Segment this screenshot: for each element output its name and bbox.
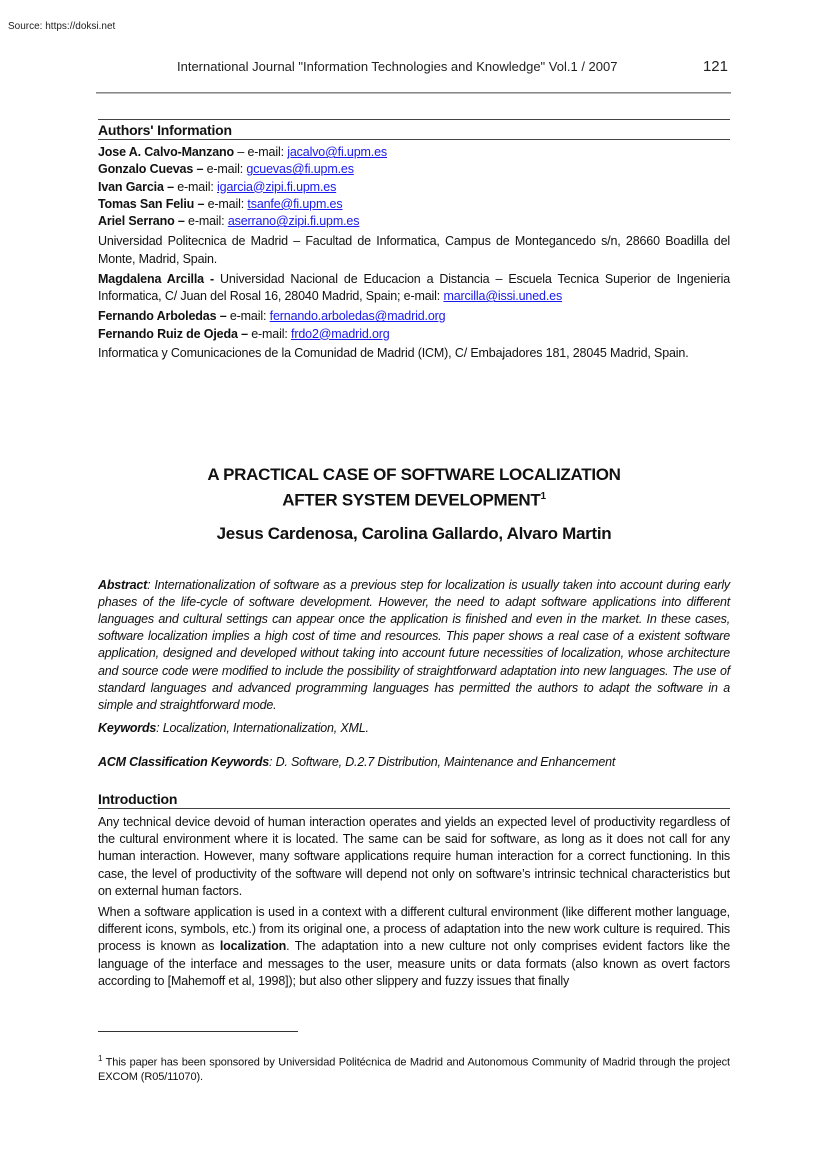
author-email-link[interactable]: igarcia@zipi.fi.upm.es (217, 179, 337, 194)
footnote-number: 1 (98, 1054, 103, 1063)
affiliation-uned: Magdalena Arcilla - Universidad Nacional de Educacion a Distancia – Escuela Tecnica Superior de Ingenieria Informatica, C/ Juan del Rosal 16, 28040 Madrid, Spain; e-mail: marcilla@issi.uned.es (98, 271, 730, 304)
author-email-link[interactable]: frdo2@madrid.org (291, 326, 390, 341)
footnote (98, 1052, 730, 1084)
intro-paragraph-2: When a software application is used in a context with a different cultural environment (like different mother language, different icons, symbols, etc.) from its original one, a process of adaptation into the new work culture is required. This process is known as localization. The adaptation into a new culture not only comprises evident factors like the language of the interface and messages to the user, measure units or data formats (also known as overt factors according to [Mahemoff et al, 1998]); but also other slippery and fuzzy issues that finally (98, 905, 730, 988)
author-line: Gonzalo Cuevas – e-mail: gcuevas@fi.upm.es (98, 162, 354, 177)
author-name: Magdalena Arcilla - (98, 271, 215, 286)
author-name: Ivan Garcia – (98, 179, 174, 194)
title-line-1: A PRACTICAL CASE OF SOFTWARE LOCALIZATION (207, 465, 621, 484)
author-name: Jose A. Calvo-Manzano (98, 145, 234, 159)
page-number: 121 (702, 58, 728, 75)
author-name: Fernando Ruiz de Ojeda – (98, 326, 248, 341)
intro-paragraph-1: Any technical device devoid of human interaction operates and yields an expected level of productivity regardless of the cultural environment where it is located. The same can be said for software, as long as it does not call for any human interaction. However, many software applications require human interaction for a correct functioning. In this case, the level of productivity of the software will depend not only on software’s intrinsic technical characteristics but on external human factors. (98, 815, 730, 898)
journal-title: International Journal "Information Technologies and Knowledge" Vol.1 / 2007 (177, 59, 618, 74)
authors-information-heading: Authors' Information (98, 119, 730, 140)
acm-text: : D. Software, D.2.7 Distribution, Maintenance and Enhancement (269, 755, 616, 769)
footnote-rule (98, 1031, 298, 1032)
keywords-label: Keywords (98, 721, 157, 735)
acm-label: ACM Classification Keywords (98, 755, 270, 769)
header-rule (96, 92, 731, 94)
authors-group-2 (98, 308, 730, 343)
introduction-section (98, 789, 730, 990)
author-line: Jose A. Calvo-Manzano – e-mail: jacalvo@fi.upm.es (98, 145, 388, 159)
introduction-heading: Introduction (98, 789, 730, 809)
paper-title (98, 464, 730, 512)
author-line: Ivan Garcia – e-mail: igarcia@zipi.fi.upm.es (98, 179, 337, 194)
paper-authors: Jesus Cardenosa, Carolina Gallardo, Alvaro Martin (216, 524, 612, 543)
author-email-link[interactable]: fernando.arboledas@madrid.org (269, 309, 446, 324)
author-email-link[interactable]: jacalvo@fi.upm.es (287, 145, 388, 159)
author-email-link[interactable]: marcilla@issi.uned.es (443, 289, 563, 304)
authors-information (98, 119, 730, 362)
localization-term: localization (219, 939, 287, 954)
footnote-mark[interactable]: 1 (540, 491, 546, 502)
author-line: Fernando Ruiz de Ojeda – e-mail: frdo2@madrid.org (98, 326, 390, 341)
author-name: Tomas San Feliu – (98, 196, 205, 211)
title-line-2: AFTER SYSTEM DEVELOPMENT$^1$ (282, 490, 546, 510)
affiliation-icm: Informatica y Comunicaciones de la Comunidad de Madrid (ICM), C/ Embajadores 181, 28045 Madrid, Spain. (98, 345, 689, 360)
source-label: Source: https://doksi.net (8, 21, 116, 32)
author-name: Fernando Arboledas – (98, 309, 227, 324)
author-line: Fernando Arboledas – e-mail: fernando.arboledas@madrid.org (98, 309, 446, 324)
authors-group-1 (98, 144, 730, 230)
author-email-link[interactable]: aserrano@zipi.fi.upm.es (227, 214, 360, 229)
acm-keywords (98, 755, 730, 769)
author-email-link[interactable]: gcuevas@fi.upm.es (246, 162, 354, 177)
abstract-text: : Internationalization of software as a previous step for localization is usually taken into account during early phases of the life-cycle of software development. However, the need to adapt software applications into different languages and cultural settings can appear once the application is finished and even in the market. In these cases, software localization implies a high cost of time and resources. This paper shows a real case of a existent software application, designed and developed without taking into account future necessities of localization, whose architecture and source code were modified to include the possibility of straightforward adaptation into new languages. The use of standard languages and advanced programming languages has permitted the authors to adapt the software in a simple and straightforward mode. (98, 577, 730, 712)
author-email-link[interactable]: tsanfe@fi.upm.es (247, 196, 343, 211)
author-line: Tomas San Feliu – e-mail: tsanfe@fi.upm.es (98, 196, 343, 211)
abstract-label: Abstract (98, 577, 148, 592)
footnote-text: This paper has been sponsored by Universidad Politécnica de Madrid and Autonomous Community of Madrid through the project EXCOM (R05/11070). (98, 1056, 730, 1083)
author-name: Ariel Serrano – (98, 214, 185, 229)
author-line: Ariel Serrano – e-mail: aserrano@zipi.fi.upm.es (98, 214, 360, 229)
abstract (98, 577, 730, 715)
keywords (98, 721, 730, 735)
affiliation-upm: Universidad Politecnica de Madrid – Facultad de Informatica, Campus de Montegancedo s/n, 28660 Boadilla del Monte, Madrid, Spain. (98, 234, 730, 266)
keywords-text: : Localization, Internationalization, XML. (156, 721, 369, 735)
author-name: Gonzalo Cuevas – (98, 162, 204, 177)
